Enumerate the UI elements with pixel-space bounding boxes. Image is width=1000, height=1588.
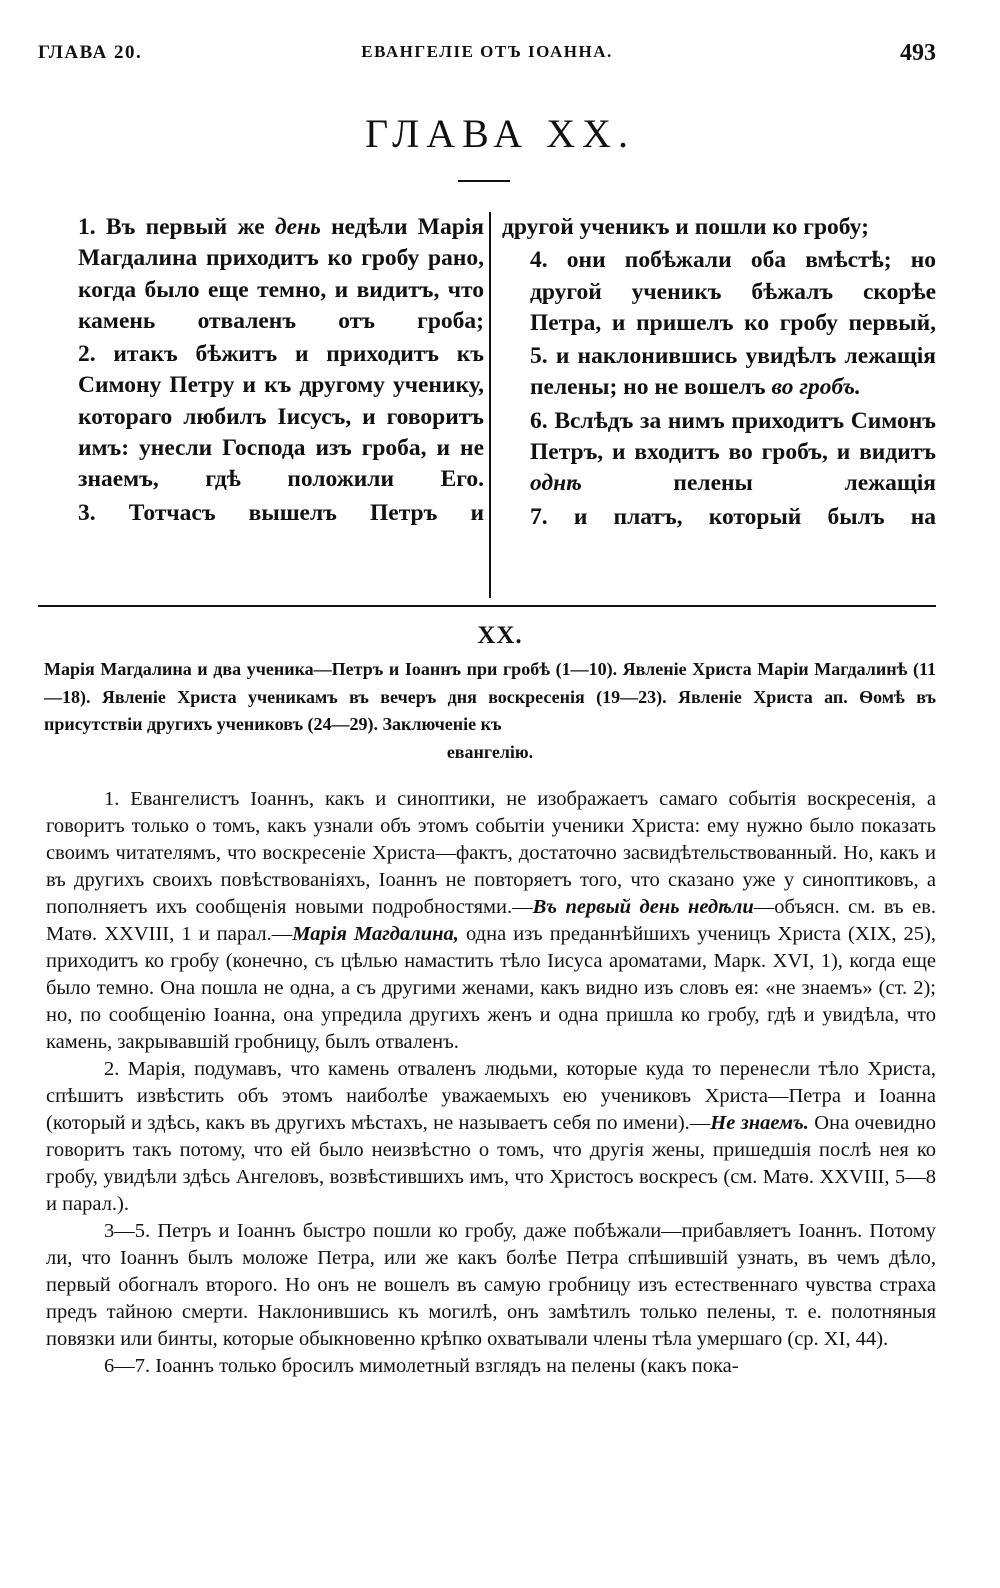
page-number: 493	[900, 40, 936, 66]
scripture-column-right	[496, 212, 936, 535]
chapter-summary-last-line: евангелію.	[446, 741, 534, 762]
commentary-paragraph-4	[46, 1353, 936, 1380]
commentary-heading: XX.	[477, 622, 523, 649]
verse-number: 2.	[78, 341, 96, 368]
commentary-text: одна изъ преданнѣйшихъ ученицъ Христа (XIX, 25), приходитъ ко гробу (конечно, съ цѣлью намастить тѣло Іисуса ароматами, Марк. XVI, 1), когда еще было темно. Она пошла не одна, а съ другими женами, какъ видно изъ словъ ея: «не знаемъ» (ст. 2); но, по сообщенію Іоанна, она упредила другихъ женъ и одна пришла ко гробу, гдѣ и увидѣла, что камень, закрывавшій гробницу, былъ отваленъ.	[46, 923, 937, 1053]
verse-text: они побѣжали оба вмѣстѣ; но другой ученикъ бѣжалъ скорѣе Петра, и пришелъ ко гробу первый,	[530, 247, 936, 336]
chapter-title: ГЛАВА XX.	[365, 111, 635, 156]
commentary-paragraph-2	[46, 1056, 936, 1218]
commentary-citation: Въ первый день недѣли	[532, 896, 754, 918]
verse-emphasis: день	[274, 214, 321, 240]
verse-5	[496, 341, 936, 404]
verse-text: Тотчасъ вышелъ Петръ и	[128, 499, 485, 526]
verse-emphasis: однѣ	[530, 470, 582, 497]
commentary-text: —объясн. см. въ ев. Матѳ. XXVIII, 1 и парал.—	[46, 896, 937, 945]
verse-number: 4.	[530, 247, 548, 274]
verse-7	[496, 502, 936, 533]
verse-number: 6.	[530, 407, 548, 434]
verse-emphasis: во гробъ.	[771, 374, 861, 401]
verse-text: и платъ, который былъ на	[573, 503, 937, 530]
scripture-columns	[44, 212, 936, 598]
scripture-column-left	[44, 212, 484, 531]
column-divider	[489, 212, 491, 598]
verse-text: недѣли Марія Магдалина приходитъ ко гробу рано, когда было еще темно, и видитъ, что камень отваленъ отъ гроба;	[78, 214, 485, 334]
verse-4	[496, 245, 936, 339]
chapter-summary-text: Марія Магдалина и два ученика—Петръ и Іоаннъ при гробѣ (1—10). Явленіе Христа Маріи Магдалинѣ (11—18). Явленіе Христа ученикамъ въ вечеръ дня воскресенія (19—23). Явленіе Христа ап. Ѳомѣ въ присутствіи другихъ учениковъ (24—29). Заключеніе къ	[44, 659, 936, 734]
verse-1	[44, 212, 484, 337]
verse-text: пелены лежащія	[581, 470, 936, 497]
section-rule	[38, 605, 936, 607]
verse-3-continued	[496, 212, 936, 243]
chapter-summary	[44, 656, 936, 766]
commentary-text: 3—5. Петръ и Іоаннъ быстро пошли ко гробу, даже побѣжали—прибавляетъ Іоаннъ. Потому ли, что Іоаннъ былъ моложе Петра, или же какъ болѣе Петра спѣшившій узнать, въ чемъ дѣло, первый обогналъ второго. Но онъ не вошелъ въ самую гробницу изъ естественнаго чувства страха предъ тайною смерти. Наклонившись къ могилѣ, онъ замѣтилъ только пелены, т. е. полотняныя повязки или бинты, которые обыкновенно крѣпко охватывали члены тѣла умершаго (ср. XI, 44).	[46, 1220, 936, 1350]
running-head-chapter: ГЛАВА 20.	[38, 42, 143, 63]
commentary-text: 1. Евангелистъ Іоаннъ, какъ и синоптики, не изображаетъ самаго событія воскресенія, а говоритъ только о томъ, какъ узнали объ этомъ событіи ученики Христа: ему нужно было показать своимъ читателямъ, что воскресеніе Христа—фактъ, достаточно засвидѣтельствованный. Но, какъ и въ другихъ своихъ повѣствованіяхъ, Іоаннъ не повторяетъ того, что сказано уже у синоптиковъ, а пополняетъ ихъ сообщенія новыми подробностями.—	[46, 788, 936, 918]
verse-3	[44, 498, 484, 529]
running-head-book-title: ЕВАНГЕЛІЕ ОТЪ ІОАННА.	[361, 42, 613, 61]
commentary-paragraph-3	[46, 1218, 936, 1353]
verse-6	[496, 406, 936, 500]
running-head	[38, 42, 936, 78]
verse-text: и наклонившись увидѣлъ лежащія пелены; но не вошелъ	[530, 343, 937, 401]
verse-number: 5.	[530, 343, 548, 370]
verse-number: 1.	[78, 214, 96, 240]
verse-text: Вслѣдъ за нимъ приходитъ Симонъ Петръ, и входитъ во гробъ, и видитъ	[530, 407, 937, 466]
commentary-paragraph-1	[46, 786, 936, 1056]
commentary-text: 2. Марія, подумавъ, что камень отваленъ людьми, которые куда то перенесли тѣло Христа, спѣшитъ извѣстить объ этомъ наиболѣе уважаемыхъ ею учениковъ Христа—Петра и Іоанна (который и здѣсь, какъ въ другихъ мѣстахъ, не называетъ себя по имени).—	[46, 1058, 936, 1134]
commentary-text: 6—7. Іоаннъ только бросилъ мимолетный взглядъ на пелены (какъ пока-	[104, 1355, 739, 1377]
verse-2	[44, 339, 484, 495]
title-rule	[458, 180, 510, 182]
verse-text: итакъ бѣжитъ и приходитъ къ Симону Петру и къ другому ученику, котораго любилъ Іисусъ, и говоритъ имъ: унесли Господа изъ гроба, и не знаемъ, гдѣ положили Его.	[78, 341, 484, 493]
commentary-body	[46, 786, 936, 1380]
verse-number: 3.	[78, 499, 96, 526]
verse-text: Въ первый же	[105, 214, 275, 240]
verse-text: другой ученикъ и пошли ко гробу;	[502, 214, 869, 240]
commentary-citation: Марія Магдалина,	[292, 923, 459, 945]
commentary-text: Она очевидно говоритъ такъ потому, что ей было неизвѣстно о томъ, что другія жены, пришедшія послѣ нея ко гробу, увидѣли здѣсь Ангеловъ, возвѣстившихъ имъ, что Христосъ воскресъ (см. Матѳ. XXVIII, 5—8 и парал.).	[46, 1112, 937, 1215]
commentary-citation: Не знаемъ.	[710, 1112, 809, 1134]
verse-number: 7.	[530, 503, 548, 530]
